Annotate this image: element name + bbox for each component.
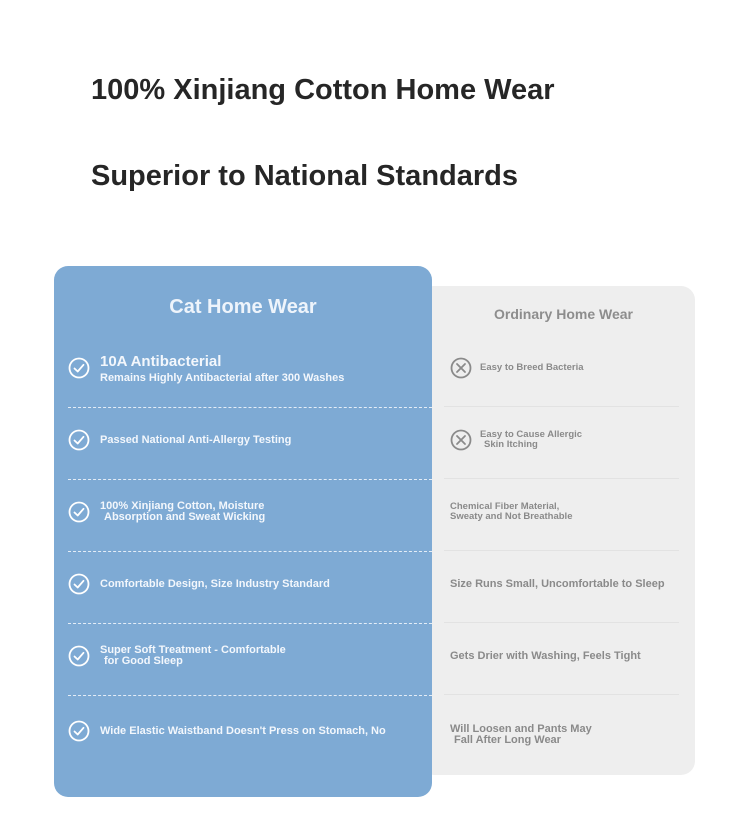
ordinary-row-3 <box>420 476 695 548</box>
check-circle-icon <box>68 573 90 595</box>
cat-row-4 <box>54 548 432 620</box>
check-circle-icon <box>68 429 90 451</box>
cat-row-5 <box>54 620 432 692</box>
x-circle-icon <box>450 357 472 379</box>
ordinary-row-6 <box>420 699 695 771</box>
ordinary-row-5 <box>420 620 695 692</box>
headline-line-2: Superior to National Standards <box>91 160 518 192</box>
cat-row-text: 10A Antibacterial Remains Highly Antibacterial after 300 Washes <box>100 353 345 384</box>
ordinary-card-title: Ordinary Home Wear <box>493 306 633 322</box>
cat-row-2 <box>54 404 432 476</box>
ordinary-row-4 <box>420 548 695 620</box>
check-circle-icon <box>68 357 90 379</box>
headline-line-1: 100% Xinjiang Cotton Home Wear <box>91 74 555 106</box>
check-circle-icon <box>68 720 90 742</box>
ordinary-row-text: Size Runs Small, Uncomfortable to Sleep <box>450 577 665 590</box>
ordinary-row-text: Gets Drier with Washing, Feels Tight <box>450 649 641 662</box>
cat-row-text: Comfortable Design, Size Industry Standard <box>100 577 330 590</box>
cat-card-title: Cat Home Wear <box>169 296 317 318</box>
cat-row-1 <box>54 332 432 404</box>
cat-row-text: Wide Elastic Waistband Doesn't Press on Stomach, No <box>100 724 386 737</box>
x-circle-icon <box>450 429 472 451</box>
cat-home-wear-card <box>54 266 432 797</box>
cat-row-text: Passed National Anti-Allergy Testing <box>100 433 292 446</box>
ordinary-divider <box>444 694 679 695</box>
cat-row-6 <box>54 695 432 767</box>
ordinary-row-2 <box>420 404 695 476</box>
ordinary-row-text: Easy to Breed Bacteria <box>480 362 584 373</box>
cat-row-text: Super Soft Treatment - Comfortable for Good Sleep <box>100 644 286 667</box>
ordinary-home-wear-card <box>420 286 695 775</box>
ordinary-row-1 <box>420 332 695 404</box>
cat-row-3 <box>54 476 432 548</box>
cat-row-text: 100% Xinjiang Cotton, Moisture Absorption and Sweat Wicking <box>100 500 266 523</box>
ordinary-row-text: Chemical Fiber Material, Sweaty and Not Breathable <box>450 501 573 522</box>
ordinary-row-text: Easy to Cause Allergic Skin Itching <box>480 429 583 450</box>
ordinary-row-text: Will Loosen and Pants May Fall After Long Wear <box>450 723 592 746</box>
check-circle-icon <box>68 645 90 667</box>
check-circle-icon <box>68 501 90 523</box>
